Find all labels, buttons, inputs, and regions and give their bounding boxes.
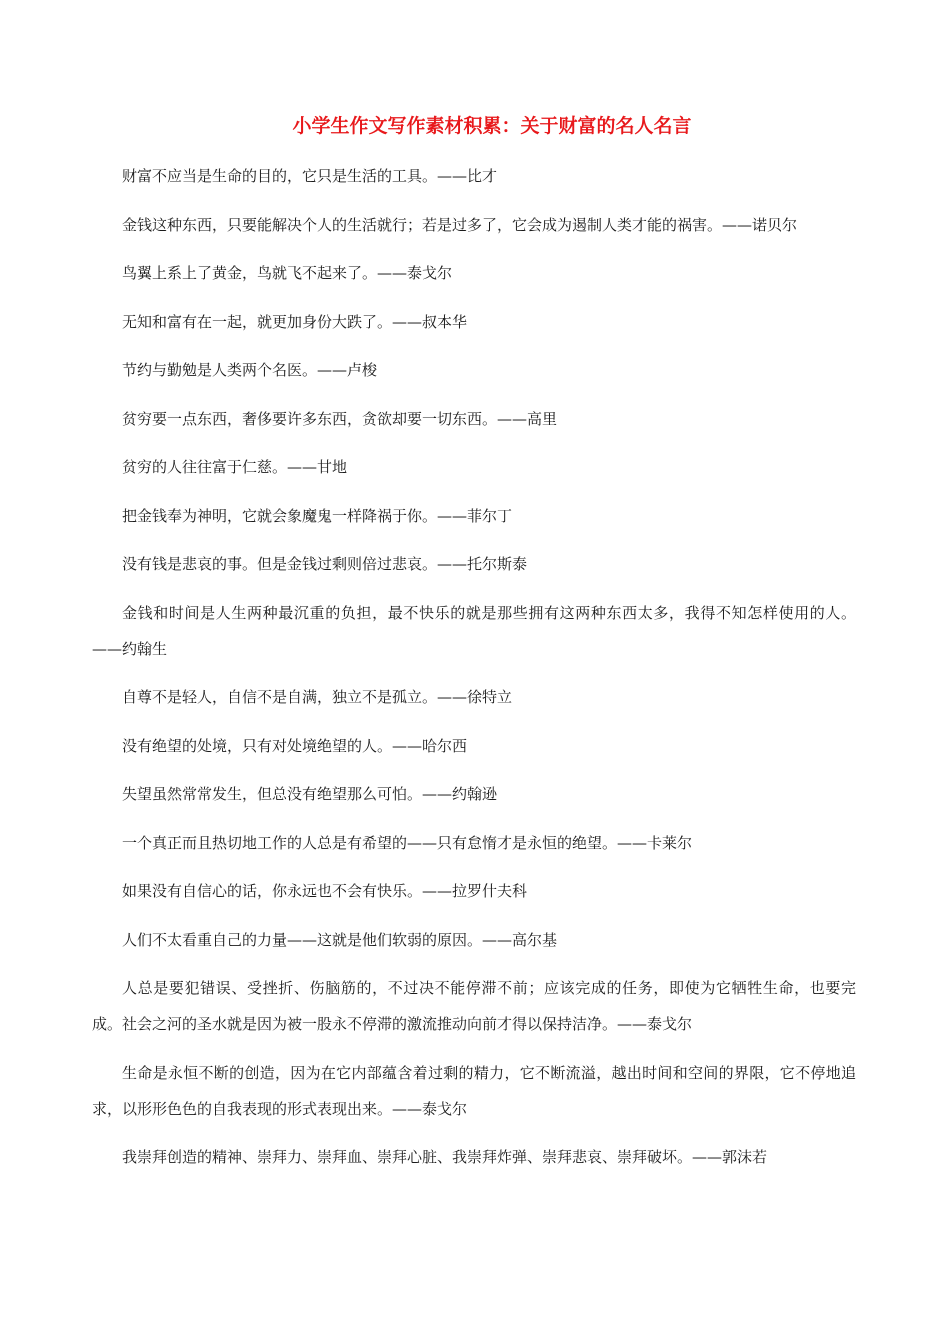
quote-paragraph: 贫穷要一点东西，奢侈要许多东西，贪欲却要一切东西。——高里 (122, 409, 558, 428)
quote-paragraph: 没有绝望的处境，只有对处境绝望的人。——哈尔西 (122, 736, 468, 755)
quote-paragraph: 我崇拜创造的精神、崇拜力、崇拜血、崇拜心脏、我崇拜炸弹、崇拜悲哀、崇拜破坏。——郭沫若 (122, 1148, 768, 1166)
quote-paragraph: 金钱和时间是人生两种最沉重的负担，最不快乐的就是那些拥有这两种东西太多，我得不知怎样使用的人。——约翰生 (92, 603, 856, 658)
quote-paragraph: 失望虽然常常发生，但总没有绝望那么可怕。——约翰逊 (122, 785, 498, 803)
quote-paragraph: 自尊不是轻人，自信不是自满，独立不是孤立。——徐特立 (122, 688, 513, 706)
quote-paragraph: 人们不太看重自己的力量——这就是他们软弱的原因。——高尔基 (122, 930, 558, 949)
quote-paragraph: 无知和富有在一起，就更加身份大跌了。——叔本华 (122, 312, 468, 331)
quote-paragraph: 财富不应当是生命的目的，它只是生活的工具。——比才 (122, 167, 498, 185)
quote-paragraph: 如果没有自信心的话，你永远也不会有快乐。——拉罗什夫科 (122, 882, 528, 900)
quote-paragraph: 节约与勤勉是人类两个名医。——卢梭 (122, 361, 378, 379)
quote-paragraph: 没有钱是悲哀的事。但是金钱过剩则倍过悲哀。——托尔斯泰 (122, 555, 528, 573)
quote-paragraph: 人总是要犯错误、受挫折、伤脑筋的，不过决不能停滞不前；应该完成的任务，即使为它牺牲生命，也要完成。社会之河的圣水就是因为被一股永不停滞的激流推动向前才得以保持洁净。——泰戈尔 (92, 979, 856, 1033)
document-body (92, 158, 856, 1188)
quote-paragraph: 鸟翼上系上了黄金，鸟就飞不起来了。——泰戈尔 (122, 264, 453, 282)
quote-paragraph: 把金钱奉为神明，它就会象魔鬼一样降祸于你。——菲尔丁 (122, 506, 513, 525)
document-title: 小学生作文写作素材积累：关于财富的名人名言 (292, 115, 692, 137)
quote-paragraph: 金钱这种东西，只要能解决个人的生活就行；若是过多了，它会成为遏制人类才能的祸害。——诺贝尔 (122, 215, 798, 234)
quote-paragraph: 一个真正而且热切地工作的人总是有希望的——只有怠惰才是永恒的绝望。——卡莱尔 (122, 833, 693, 852)
quote-paragraph: 贫穷的人往往富于仁慈。——甘地 (122, 458, 348, 476)
quote-paragraph: 生命是永恒不断的创造，因为在它内部蕴含着过剩的精力，它不断流溢，越出时间和空间的界限，它不停地追求，以形形色色的自我表现的形式表现出来。——泰戈尔 (92, 1063, 856, 1118)
